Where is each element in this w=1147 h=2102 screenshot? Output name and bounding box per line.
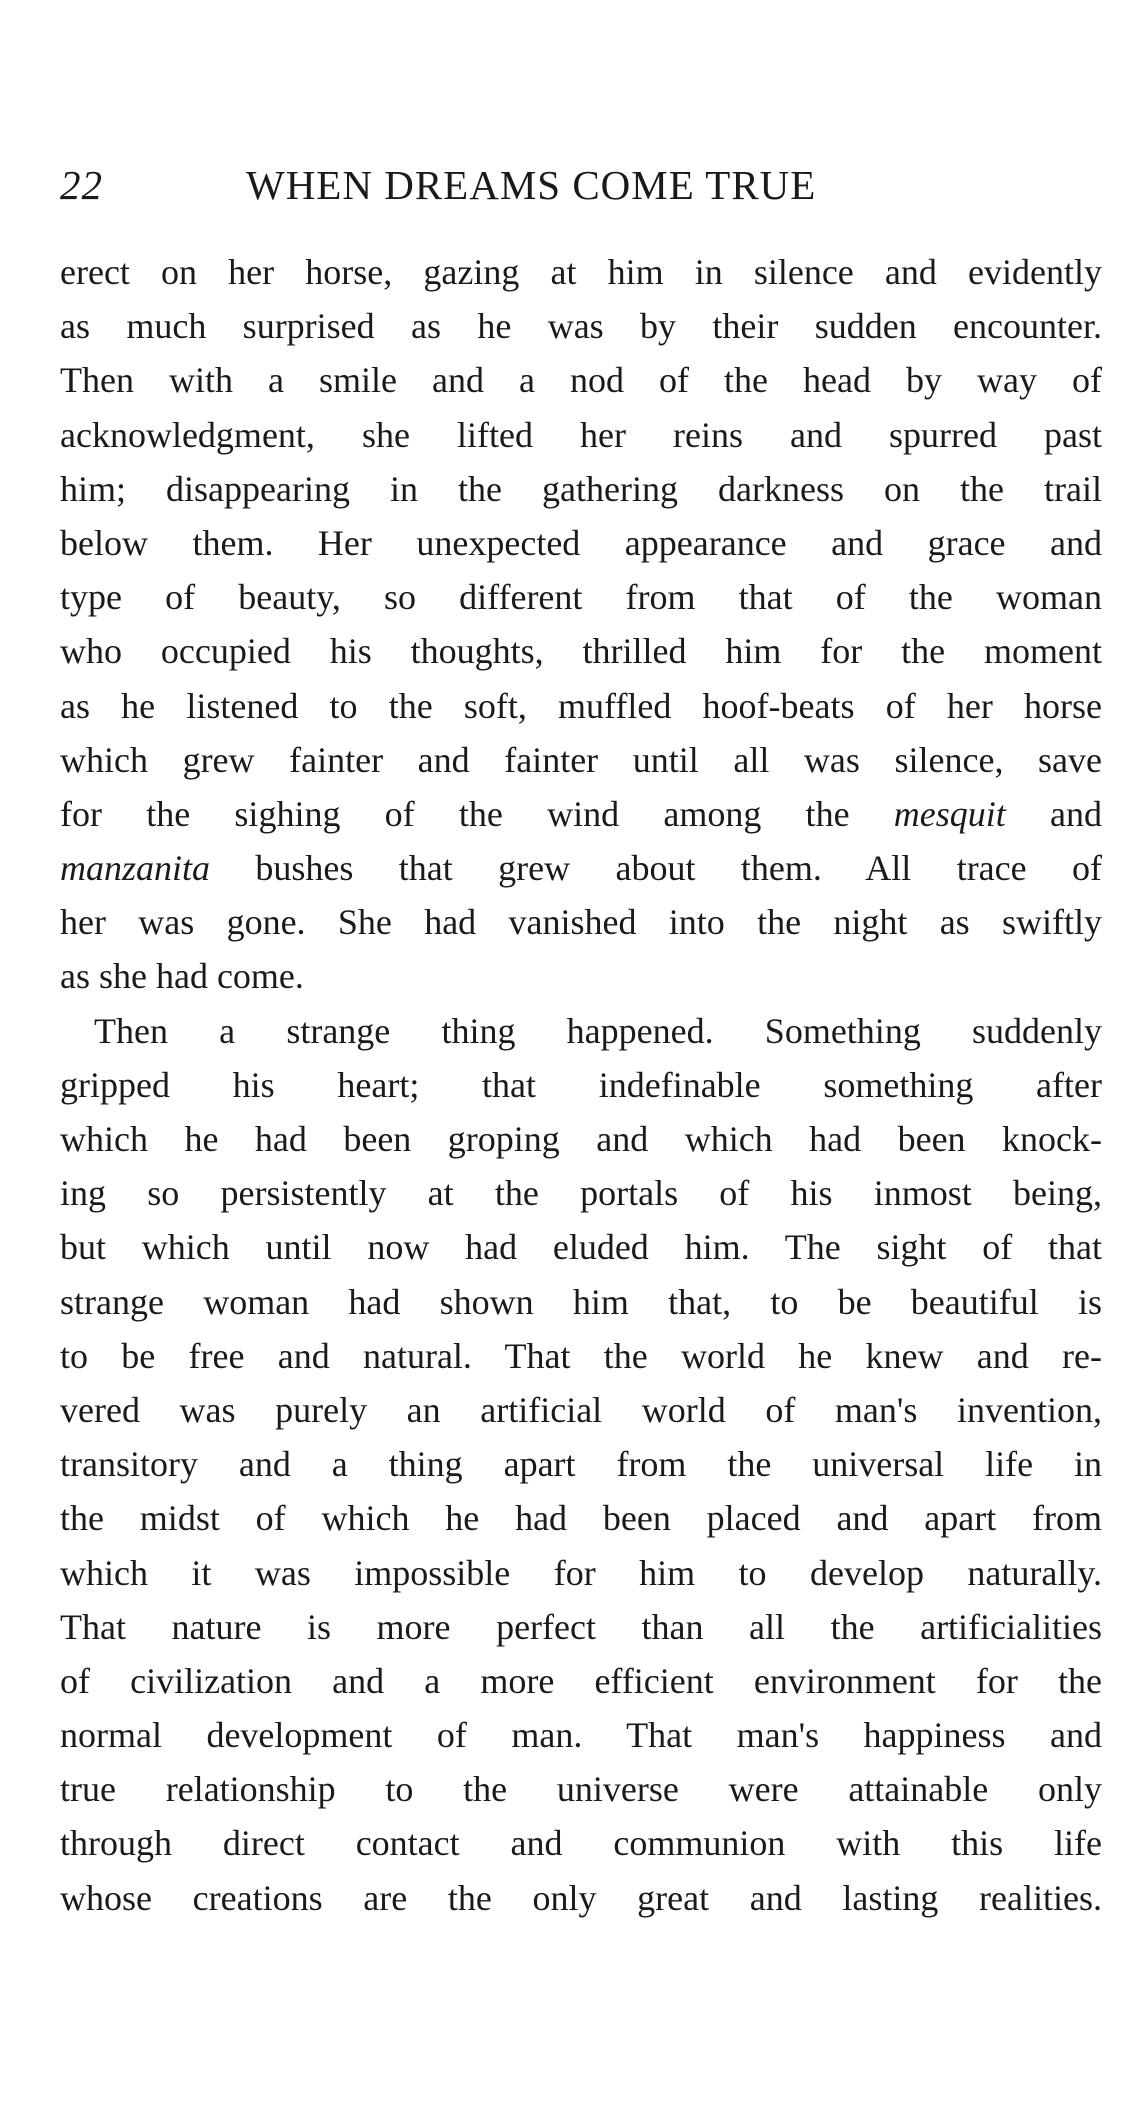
text-line: which he had been groping and which had been knock- (60, 1119, 1102, 1159)
paragraph-1 (60, 245, 1102, 1004)
italic-term: mesquit (893, 793, 1006, 834)
text-line: as she had come. (60, 956, 304, 997)
text-line: gripped his heart; that indefinable something after (60, 1064, 1102, 1105)
running-title: WHEN DREAMS COME TRUE (246, 162, 817, 208)
text-segment: for the sighing of the wind among the (60, 793, 894, 834)
text-line: to be free and natural. That the world he knew and re- (60, 1335, 1102, 1376)
text-line: of civilization and a more efficient environment for the (60, 1660, 1102, 1701)
text-line: normal development of man. That man's happiness and (60, 1715, 1102, 1756)
text-line: which it was impossible for him to develop naturally. (60, 1552, 1102, 1593)
page-number: 22 (60, 162, 103, 208)
text-segment: and (1005, 793, 1102, 834)
text-line (60, 841, 1102, 895)
text-line: ing so persistently at the portals of his inmost being, (60, 1173, 1102, 1214)
text-line: erect on her horse, gazing at him in silence and evidently (60, 252, 1102, 292)
text-line: through direct contact and communion with this life (60, 1823, 1102, 1864)
text-line: strange woman had shown him that, to be beautiful is (60, 1281, 1102, 1322)
text-line: type of beauty, so different from that of the woman (60, 577, 1102, 618)
text-line: below them. Her unexpected appearance and grace and (60, 522, 1102, 563)
text-line: transitory and a thing apart from the universal life in (60, 1444, 1102, 1485)
text-line: him; disappearing in the gathering darkness on the trail (60, 468, 1102, 509)
text-line (60, 787, 1102, 841)
paragraph-2 (60, 1004, 1102, 1925)
text-line: true relationship to the universe were attainable only (60, 1769, 1102, 1810)
text-line: vered was purely an artificial world of man's invention, (60, 1389, 1102, 1430)
text-line: who occupied his thoughts, thrilled him for the moment (60, 631, 1102, 672)
running-head (60, 160, 1100, 210)
text-segment: bushes that grew about them. All trace of (210, 848, 1102, 889)
text-line: which grew fainter and fainter until all was silence, save (60, 739, 1102, 780)
text-line: as he listened to the soft, muffled hoof-beats of her horse (60, 685, 1102, 726)
text-line: her was gone. She had vanished into the night as swiftly (60, 902, 1102, 943)
text-line: but which until now had eluded him. The sight of that (60, 1227, 1102, 1268)
text-line: That nature is more perfect than all the artificialities (60, 1606, 1102, 1647)
text-line: whose creations are the only great and lasting realities. (60, 1877, 1102, 1918)
italic-term: manzanita (60, 848, 211, 889)
body-text (60, 245, 1102, 1925)
text-line: acknowledgment, she lifted her reins and spurred past (60, 414, 1102, 455)
text-line: Then with a smile and a nod of the head by way of (60, 360, 1102, 401)
text-line: as much surprised as he was by their sudden encounter. (60, 306, 1102, 347)
text-line: the midst of which he had been placed and apart from (60, 1498, 1102, 1539)
text-line: Then a strange thing happened. Something suddenly (94, 1010, 1102, 1051)
